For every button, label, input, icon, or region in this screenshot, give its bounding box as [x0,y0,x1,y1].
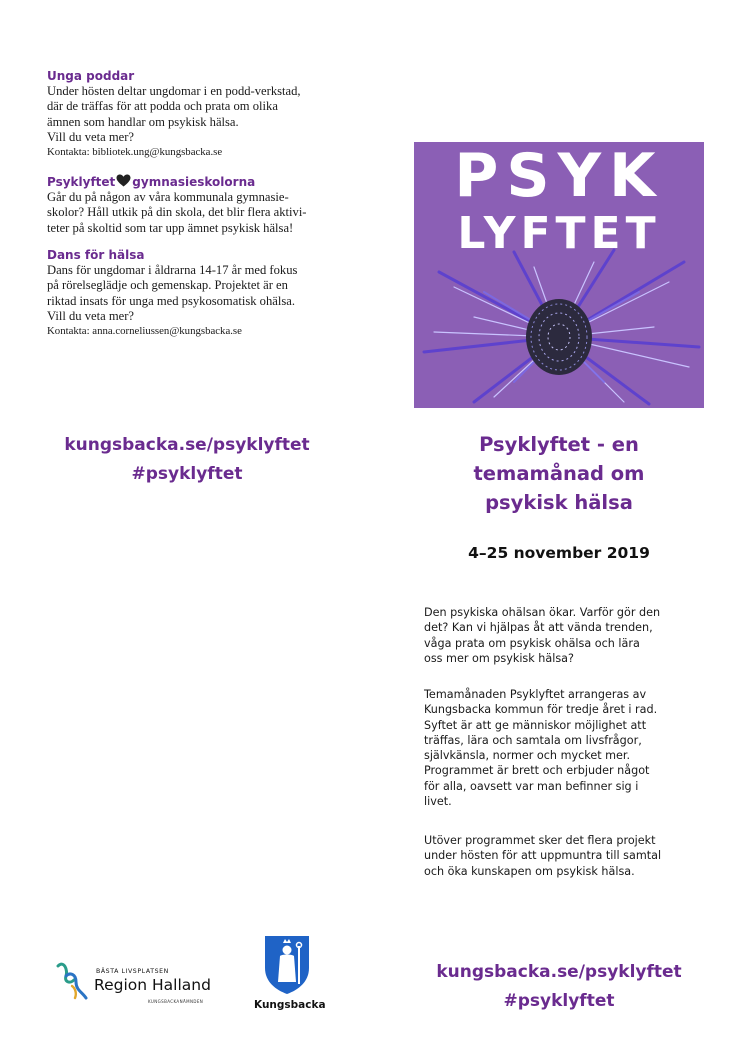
title-line: psykisk hälsa [485,491,633,514]
region-tagline: BÄSTA LIVSPLATSEN [96,968,169,975]
intro-paragraph: Den psykiska ohälsan ökar. Varför gör den det? Kan vi hjälpas åt att vända trenden, våga prata om psykisk ohälsa och lära oss mer om psykisk hälsa? [424,606,661,665]
event-dates: 4–25 november 2019 [468,544,650,562]
region-name: Region Halland [94,976,211,994]
kungsbacka-name: Kungsbacka [254,999,326,1011]
left-links [47,431,327,489]
section-body: Dans för ungdomar i åldrarna 14-17 år med fokus på rörelseglädje och gemenskap. Projektet är en riktad insats för unga med psykosomatisk ohälsa. Vill du veta mer? [47,263,298,323]
section-heading [47,174,347,190]
region-subtitle: KUNGSBACKANÄMNDEN [148,999,204,1004]
info-block-unga-poddar [47,69,347,160]
psyklyftet-poster [414,142,704,408]
contact-line: Kontakta: bibliotek.ung@kungsbacka.se [47,146,223,159]
section-body: Under hösten deltar ungdomar i en podd-verkstad, där de träffas för att podda och prata om olika ämnen som handlar om psykisk hälsa. Vill du veta mer? [47,84,301,144]
region-halland-logo [56,958,226,1010]
website-link[interactable]: kungsbacka.se/psyklyftet [436,962,682,982]
section-heading: Dans för hälsa [47,248,145,262]
poster-title-line2: LYFTET [457,208,661,259]
title-line: Psyklyftet - en [479,433,639,456]
right-links [414,958,704,1016]
kungsbacka-logo [254,934,326,1014]
section-heading: Unga poddar [47,69,135,83]
section-body: Går du på någon av våra kommunala gymnasie- skolor? Håll utkik på din skola, det blir flera aktivi- teter på skoltid som tar upp ämnet psykisk hälsa! [47,190,307,235]
hashtag: #psyklyftet [503,991,615,1011]
heading-part: gymnasieskolorna [132,175,256,189]
info-block-dans [47,248,347,339]
region-halland-emblem [56,960,90,1000]
about-paragraph: Temamånaden Psyklyftet arrangeras av Kungsbacka kommun för tredje året i rad. Syftet är att ge människor möjlighet att träffas, lära och samtala om livsfrågor, självkänsla, normer och mycket mer. Programmet är brett och erbjuder något för alla, oavsett var man befinner sig i livet. [424,688,658,809]
info-block-gymnasieskolorna [47,174,347,236]
title-line: temamånad om [473,462,645,485]
website-link[interactable]: kungsbacka.se/psyklyftet [64,435,310,455]
hashtag: #psyklyftet [131,464,243,484]
heading-part: Psyklyftet [47,175,116,189]
projects-paragraph: Utöver programmet sker det flera projekt under hösten för att uppmuntra till samtal och öka kunskapen om psykisk hälsa. [424,834,662,878]
heart-icon [116,174,131,187]
poster-title-line1: PSYK [454,142,664,211]
contact-line: Kontakta: anna.corneliussen@kungsbacka.se [47,325,242,338]
coat-of-arms-icon [254,934,320,996]
thistle-image [414,142,704,408]
page-title [414,430,704,517]
